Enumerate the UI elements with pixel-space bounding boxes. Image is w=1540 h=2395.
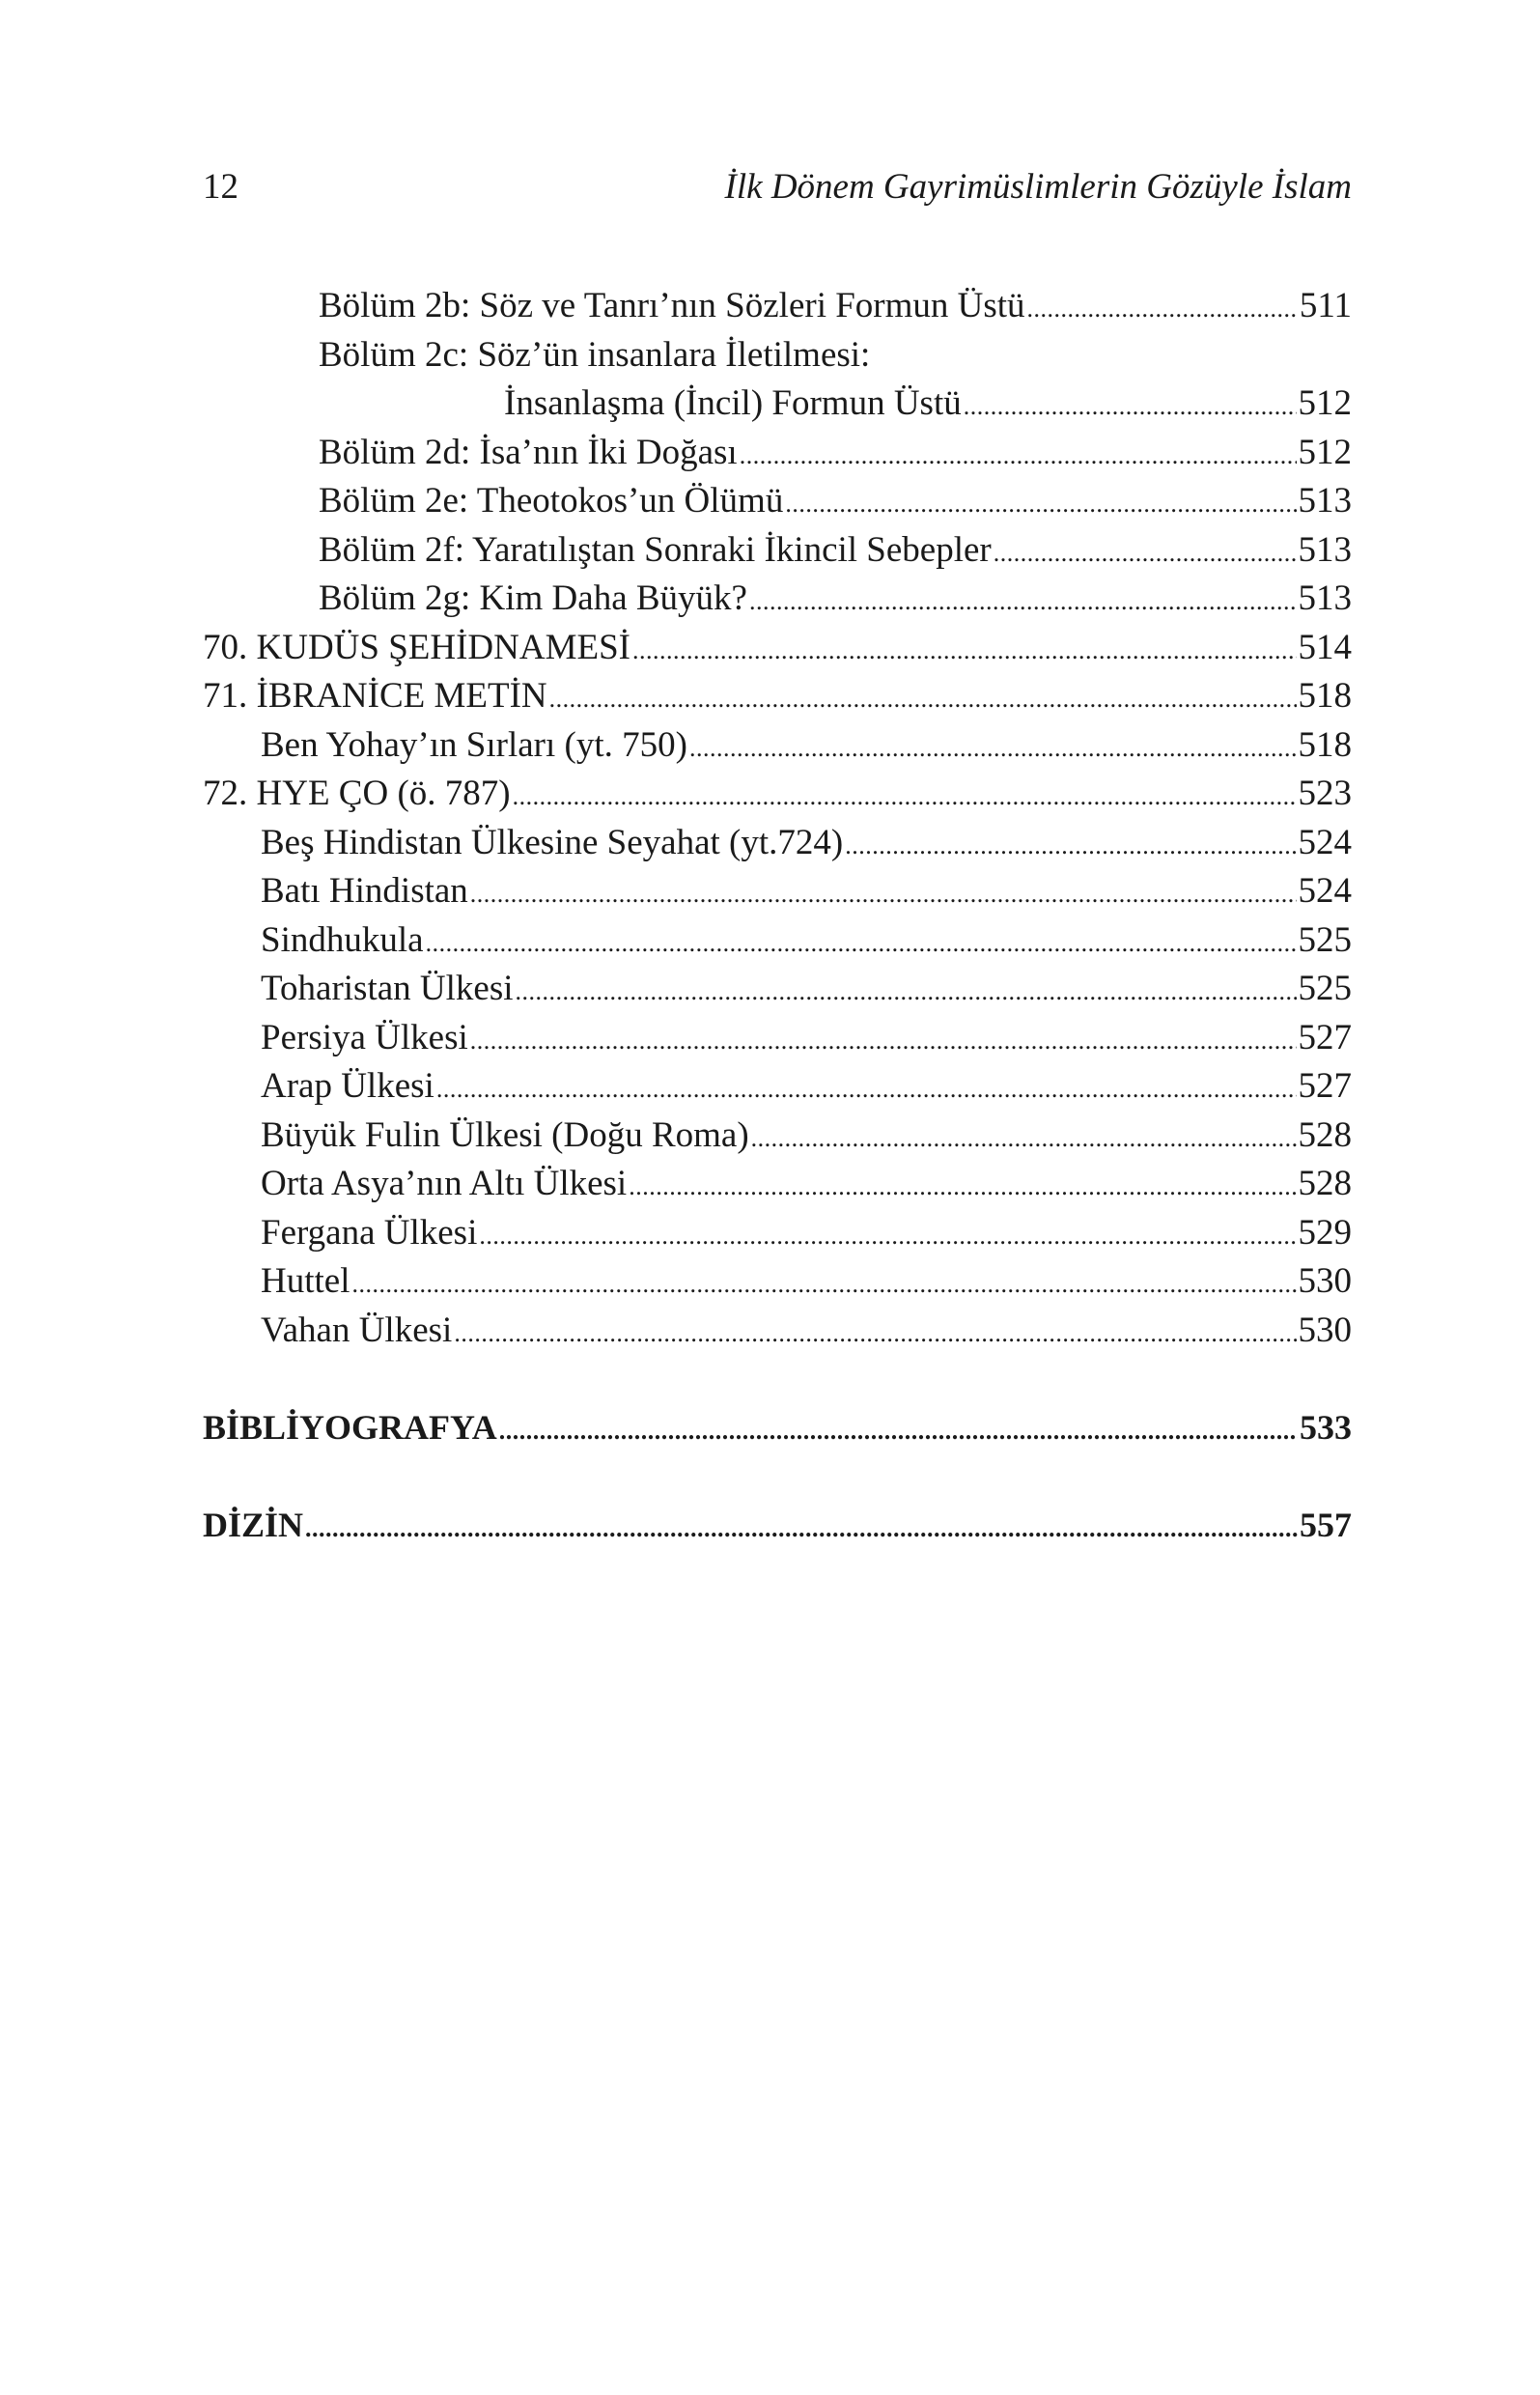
- toc-entry-page: 513: [1298, 481, 1352, 521]
- toc-entry-index: [203, 1501, 1352, 1550]
- toc-leader-dots: [632, 627, 1297, 676]
- toc-entry-page: 525: [1298, 969, 1352, 1008]
- toc-entry: [203, 819, 1352, 868]
- toc-entry-label: Bölüm 2d: İsa’nın İki Doğası: [319, 432, 738, 472]
- toc-entry-label: Orta Asya’nın Altı Ülkesi: [261, 1164, 628, 1203]
- toc-entry-label: Beş Hindistan Ülkesine Seyahat (yt.724): [261, 822, 844, 862]
- toc-entry-label: İnsanlaşma (İncil) Formun Üstü: [504, 383, 962, 423]
- toc-entry-label: 71. İBRANİCE METİN: [203, 676, 547, 716]
- toc-entry-page: 530: [1298, 1310, 1352, 1350]
- toc-entry-label: Persiya Ülkesi: [261, 1017, 468, 1057]
- toc-entry-label: Büyük Fulin Ülkesi (Doğu Roma): [261, 1114, 749, 1155]
- toc-entry: [203, 1209, 1352, 1258]
- toc-entry-label: Toharistan Ülkesi: [261, 969, 514, 1008]
- toc-entry: [203, 867, 1352, 916]
- toc-entry-label: Bölüm 2e: Theotokos’un Ölümü: [319, 481, 784, 521]
- toc-entry: [203, 575, 1352, 624]
- toc-entry-page: 518: [1298, 676, 1352, 716]
- toc-entry-page: 524: [1298, 871, 1352, 911]
- toc-leader-dots: [513, 773, 1297, 822]
- toc-leader-dots: [470, 1017, 1297, 1066]
- toc-entry-page: 523: [1298, 774, 1352, 813]
- toc-entry-page: 527: [1298, 1017, 1352, 1057]
- running-title: İlk Dönem Gayrimüslimlerin Gözüyle İslam: [724, 167, 1352, 207]
- toc-leader-dots: [964, 382, 1297, 432]
- toc-entry-page: 529: [1298, 1212, 1352, 1253]
- toc-entry: [203, 1062, 1352, 1112]
- section-spacer: [203, 1355, 1352, 1403]
- toc-entry-label: Bölüm 2g: Kim Daha Büyük?: [319, 578, 747, 618]
- toc-entry-label: BİBLİYOGRAFYA: [203, 1408, 497, 1447]
- toc-leader-dots: [689, 724, 1297, 774]
- toc-entry-page: 527: [1298, 1066, 1352, 1106]
- page-header: [203, 166, 1352, 214]
- page-number: 12: [203, 167, 238, 207]
- toc-entry-label: Fergana Ülkesi: [261, 1212, 478, 1253]
- toc-leader-dots: [454, 1310, 1296, 1359]
- toc-leader-dots: [751, 1114, 1297, 1164]
- toc-entry-page: 512: [1298, 432, 1352, 472]
- toc-entry-page: 511: [1299, 286, 1352, 325]
- toc-entry-label: DİZİN: [203, 1505, 304, 1544]
- toc-leader-dots: [749, 578, 1297, 627]
- toc-entry-page: 514: [1298, 627, 1352, 667]
- toc-leader-dots: [305, 1505, 1298, 1554]
- toc-leader-dots: [845, 822, 1296, 871]
- toc-entry: [203, 429, 1352, 478]
- toc-entry-bibliography: [203, 1403, 1352, 1452]
- toc-entry: [203, 331, 1352, 380]
- toc-leader-dots: [470, 870, 1297, 919]
- toc-entry: [203, 1257, 1352, 1307]
- toc-entry: [203, 1307, 1352, 1356]
- toc-entry: [203, 672, 1352, 721]
- toc-entry: [203, 916, 1352, 966]
- toc-entry: [203, 721, 1352, 771]
- toc-entry-page: 518: [1298, 724, 1352, 765]
- toc-entry: [203, 1014, 1352, 1063]
- toc-leader-dots: [549, 675, 1297, 724]
- toc-entry-label: Bölüm 2c: Söz’ün insanlara İletilmesi:: [319, 334, 871, 375]
- toc-entry: [203, 770, 1352, 819]
- toc-entry-label: Bölüm 2f: Yaratılıştan Sonraki İkincil Sebepler: [319, 529, 992, 570]
- toc-leader-dots: [351, 1260, 1296, 1310]
- toc-entry-page: 513: [1298, 529, 1352, 570]
- toc-entry-label: 70. KUDÜS ŞEHİDNAMESİ: [203, 627, 630, 667]
- toc-entry-page: 528: [1298, 1164, 1352, 1203]
- toc-leader-dots: [994, 529, 1297, 578]
- toc-entry-page: 557: [1300, 1505, 1352, 1544]
- toc-leader-dots: [436, 1065, 1297, 1114]
- toc-entry-page: 528: [1298, 1114, 1352, 1155]
- toc-entry-label: Huttel: [261, 1261, 350, 1301]
- toc-entry: [203, 282, 1352, 331]
- table-of-contents: [203, 282, 1352, 1549]
- toc-leader-dots: [426, 919, 1297, 969]
- toc-entry-label: Sindhukula: [261, 919, 424, 960]
- toc-entry: [203, 1112, 1352, 1161]
- toc-entry-page: 533: [1300, 1408, 1352, 1447]
- toc-entry-label: 72. HYE ÇO (ö. 787): [203, 774, 511, 813]
- toc-entry-page: 513: [1298, 578, 1352, 618]
- toc-entry: [203, 965, 1352, 1014]
- toc-entry-label: Bölüm 2b: Söz ve Tanrı’nın Sözleri Formun Üstü: [319, 286, 1025, 325]
- toc-entry-page: 530: [1298, 1261, 1352, 1301]
- toc-leader-dots: [1027, 285, 1298, 334]
- toc-leader-dots: [629, 1163, 1296, 1212]
- toc-entry-label: Ben Yohay’ın Sırları (yt. 750): [261, 724, 687, 765]
- toc-entry: [203, 624, 1352, 673]
- toc-entry-page: 512: [1298, 383, 1352, 423]
- toc-leader-dots: [479, 1212, 1296, 1261]
- toc-entry: [203, 477, 1352, 526]
- toc-leader-dots: [785, 480, 1296, 529]
- toc-entry: [203, 380, 1352, 429]
- toc-entry-label: Arap Ülkesi: [261, 1066, 434, 1106]
- toc-entry-label: Batı Hindistan: [261, 871, 468, 911]
- toc-entry: [203, 526, 1352, 576]
- toc-entry-page: 524: [1298, 822, 1352, 862]
- section-spacer: [203, 1452, 1352, 1501]
- toc-leader-dots: [740, 432, 1297, 481]
- toc-entry-page: 525: [1298, 919, 1352, 960]
- toc-leader-dots: [516, 968, 1297, 1017]
- toc-entry-label: Vahan Ülkesi: [261, 1310, 453, 1350]
- toc-leader-dots: [499, 1407, 1298, 1456]
- toc-entry: [203, 1160, 1352, 1209]
